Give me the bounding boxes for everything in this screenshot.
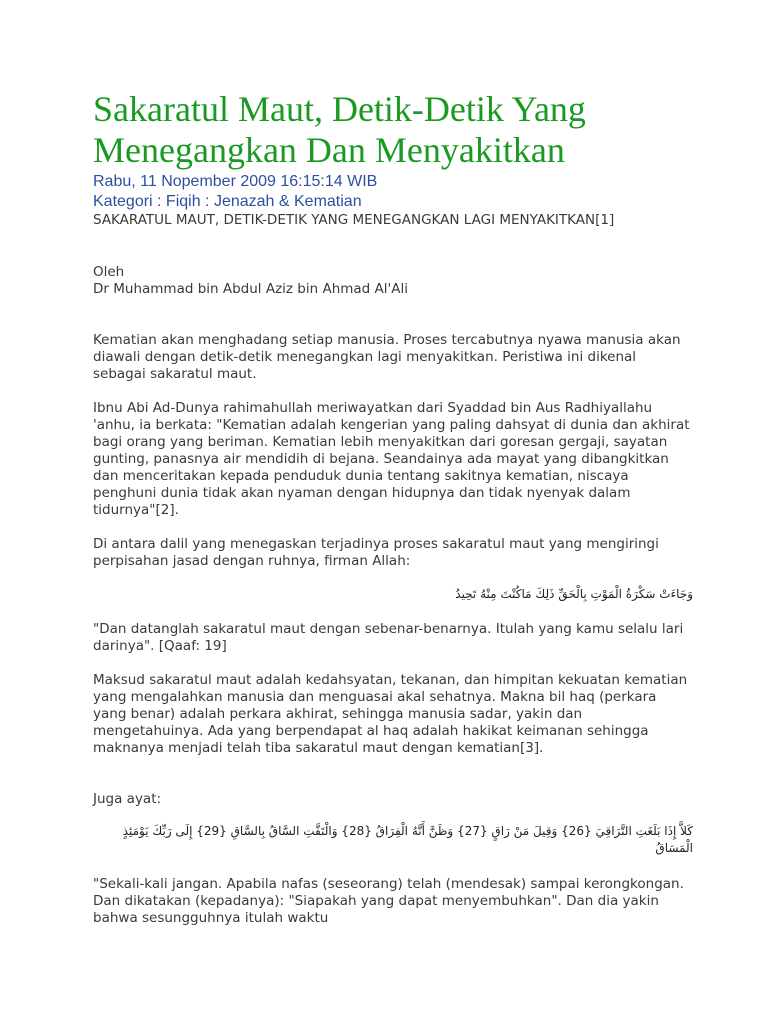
paragraph-4: "Dan datanglah sakaratul maut dengan sebenar-benarnya. Itulah yang kamu selalu lari darinya". [Qaaf: 19] bbox=[93, 621, 684, 654]
article-date: Rabu, 11 Nopember 2009 16:15:14 WIB bbox=[93, 173, 378, 190]
paragraph-7: "Sekali-kali jangan. Apabila nafas (seseorang) telah (mendesak) sampai kerongkongan. Dan dikatakan (kepadanya): "Siapakah yang dapat menyembuhkan". Dan dia yakin bahwa sesungguhnya itulah waktu bbox=[93, 876, 684, 926]
paragraph-1: Kematian akan menghadang setiap manusia. Proses tercabutnya nyawa manusia akan diawali dengan detik-detik menegangkan lagi menyakitkan. Peristiwa ini dikenal sebagai sakaratul maut. bbox=[93, 332, 681, 382]
arabic-verse-2: كَلاَّ إِذَا بَلَغَتِ التَّرَاقِيَ {26} وَقِيلَ مَنْ رَاقٍ {27} وَظَنَّ أَنَّهُ الْفِرَاقُ {28} وَالْتَفَّتِ السَّاقُ بِالسَّاقِ {29} إِلَى رَبِّكَ يَوْمَئِذٍ الْمَسَاقُ bbox=[122, 824, 693, 855]
author-name: Dr Muhammad bin Abdul Aziz bin Ahmad Al'Ali bbox=[93, 281, 408, 297]
article-subtitle: SAKARATUL MAUT, DETIK-DETIK YANG MENEGANGKAN LAGI MENYAKITKAN[1] bbox=[93, 212, 615, 228]
article-title: Sakaratul Maut, Detik-Detik Yang Menegangkan Dan Menyakitkan bbox=[93, 89, 586, 170]
arabic-verse-1: وَجَاءَتْ سَكْرَةُ الْمَوْتِ بِالْحَقِّ ذَلِكَ مَاكُنْتَ مِنْهُ تَحِيدُ bbox=[455, 587, 693, 601]
author-label: Oleh bbox=[93, 264, 125, 280]
article-category: Kategori : Fiqih : Jenazah & Kematian bbox=[93, 193, 362, 210]
paragraph-5: Maksud sakaratul maut adalah kedahsyatan, tekanan, dan himpitan kekuatan kematian yang mengalahkan manusia dan menguasai akal sehatnya. Makna bil haq (perkara yang benar) adalah perkara akhirat, sehingga manusia sadar, yakin dan mengetahuinya. Ada yang berpendapat al haq adalah hakikat keimanan sehingga maknanya menjadi telah tiba sakaratul maut dengan kematian[3]. bbox=[93, 672, 688, 756]
paragraph-3: Di antara dalil yang menegaskan terjadinya proses sakaratul maut yang mengiringi perpisahan jasad dengan ruhnya, firman Allah: bbox=[93, 536, 659, 569]
paragraph-2: Ibnu Abi Ad-Dunya rahimahullah meriwayatkan dari Syaddad bin Aus Radhiyallahu 'anhu, ia berkata: "Kematian adalah kengerian yang paling dahsyat di dunia dan akhirat bagi orang yang beriman. Kematian lebih menyakitkan dari goresan gergaji, sayatan gunting, panasnya air mendidih di bejana. Seandainya ada mayat yang dibangkitkan dan menceritakan kepada penduduk dunia tentang sakitnya kematian, niscaya penghuni dunia tidak akan nyaman dengan hidupnya dan tidak nyenyak dalam tidurnya"[2]. bbox=[93, 400, 690, 518]
paragraph-6: Juga ayat: bbox=[93, 791, 162, 807]
